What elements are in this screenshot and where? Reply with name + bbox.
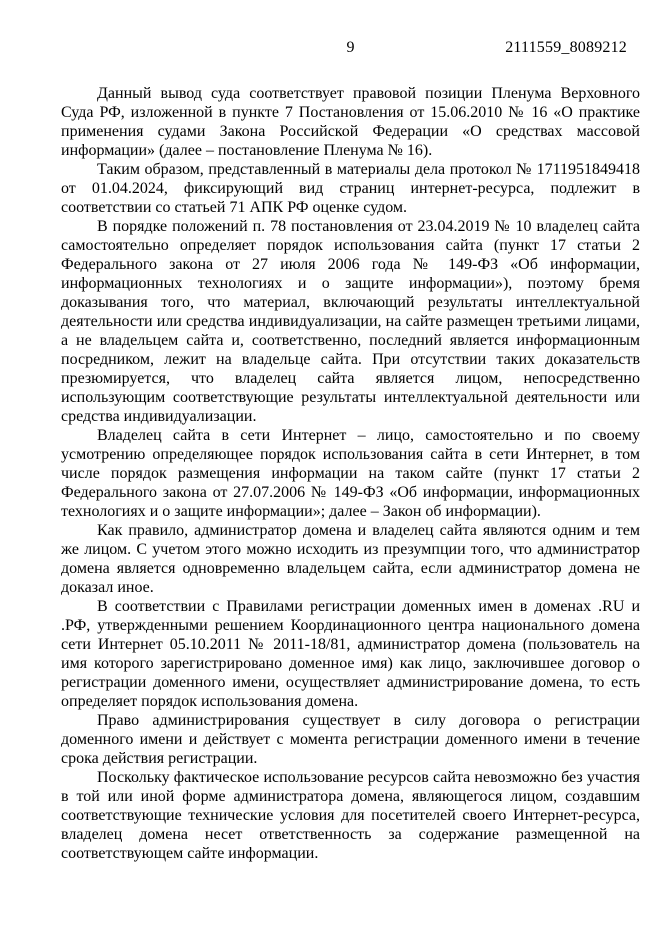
paragraph: В соответствии с Правилами регистрации доменных имен в доменах .RU и .РФ, утвержденными решением Координационного центра национального домена сети Интернет 05.10.2011 № 2011-18/81, администратор домена (пользователь на имя которого зарегистрировано доменное имя) как лицо, заключившее договор о регистрации доменного имени, осуществляет администрирование домена, то есть определяет порядок использования домена.	[61, 598, 640, 710]
paragraph: Данный вывод суда соответствует правовой позиции Пленума Верховного Суда РФ, изложенной в пункте 7 Постановления от 15.06.2010 № 16 «О практике применения судами Закона Российской Федерации «О средствах массовой информации» (далее – постановление Пленума № 16).	[61, 85, 640, 159]
paragraph: Право администрирования существует в силу договора о регистрации доменного имени и действует с момента регистрации доменного имени в течение срока действия регистрации.	[61, 712, 640, 767]
paragraph: Таким образом, представленный в материалы дела протокол № 1711951849418 от 01.04.2024, фиксирующий вид страниц интернет-ресурса, подлежит в соответствии со статьей 71 АПК РФ оценке судом.	[61, 161, 640, 216]
paragraph: В порядке положений п. 78 постановления от 23.04.2019 № 10 владелец сайта самостоятельно определяет порядок использования сайта (пункт 17 статьи 2 Федерального закона от 27 июля 2006 года № 149-ФЗ «Об информации, информационных технологиях и о защите информации»), поэтому бремя доказывания того, что материал, включающий результаты интеллектуальной деятельности или средства индивидуализации, на сайте размещен третьими лицами, а не владельцем сайта и, соответственно, последний является информационным посредником, лежит на владельце сайта. При отсутствии таких доказательств презюмируется, что владелец сайта является лицом, непосредственно использующим соответствующие результаты интеллектуальной деятельности или средства индивидуализации.	[61, 218, 640, 425]
document-body	[61, 84, 640, 863]
page-header	[61, 38, 640, 57]
paragraph: Владелец сайта в сети Интернет – лицо, самостоятельно и по своему усмотрению определяющее порядок использования сайта в сети Интернет, в том числе порядок размещения информации на таком сайте (пункт 17 статьи 2 Федерального закона от 27.07.2006 № 149-ФЗ «Об информации, информационных технологиях и о защите информации»; далее – Закон об информации).	[61, 427, 640, 520]
document-id: 2111559_8089212	[505, 39, 627, 56]
paragraph: Как правило, администратор домена и владелец сайта являются одним и тем же лицом. С учетом этого можно исходить из презумпции того, что администратор домена является одновременно владельцем сайта, если администратор домена не доказал иное.	[61, 522, 640, 596]
paragraph: Поскольку фактическое использование ресурсов сайта невозможно без участия в той или иной форме администратора домена, являющегося лицом, создавшим соответствующие технические условия для посетителей своего Интернет-ресурса, владелец домена несет ответственность за содержание размещенной на соответствующем сайте информации.	[61, 769, 640, 862]
page-number: 9	[346, 39, 355, 56]
